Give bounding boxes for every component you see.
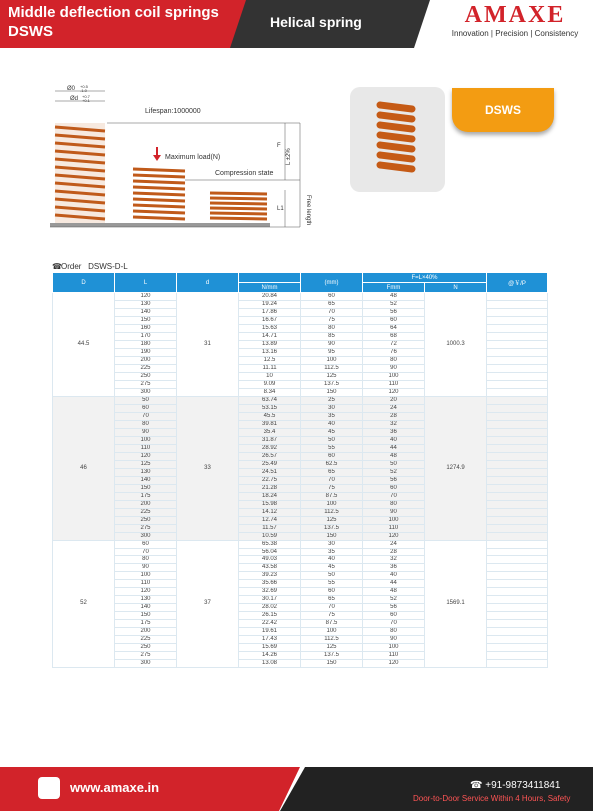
cell-mm: 75 [301,484,363,492]
cell-fmm: 28 [363,412,425,420]
cell-rate: 63.74 [239,396,301,404]
col-header-fmm: Fmm [363,283,425,293]
cell-mm: 150 [301,388,363,396]
cell-fmm: 24 [363,540,425,548]
cell-price [487,348,548,356]
f-label: F [277,143,281,149]
cell-mm: 87.5 [301,492,363,500]
cell-price [487,308,548,316]
cell-price [487,532,548,540]
cell-mm: 55 [301,580,363,588]
cell-price [487,428,548,436]
cell-fmm: 52 [363,300,425,308]
cell-price [487,572,548,580]
cell-load: 1274.9 [425,396,487,540]
cell-mm: 75 [301,612,363,620]
cell-length: 225 [115,364,177,372]
badge-label: DSWS [485,103,521,117]
cell-rate: 30.17 [239,596,301,604]
cell-mm: 125 [301,644,363,652]
cell-price [487,604,548,612]
cell-price [487,492,548,500]
footer-url[interactable]: www.amaxe.in [70,780,160,795]
cell-outer-diameter: 52 [53,540,115,668]
cell-length: 70 [115,412,177,420]
cell-length: 200 [115,628,177,636]
cell-length: 300 [115,532,177,540]
cell-mm: 45 [301,428,363,436]
cell-wire-diameter: 33 [177,396,239,540]
page-subtitle: Helical spring [270,14,362,30]
cell-load: 1000.3 [425,293,487,397]
cell-price [487,468,548,476]
cell-rate: 14.71 [239,332,301,340]
cell-price [487,644,548,652]
cell-mm: 100 [301,628,363,636]
cell-mm: 137.5 [301,380,363,388]
l1-label: L1 [277,206,284,212]
cell-mm: 137.5 [301,524,363,532]
cell-price [487,628,548,636]
spring-diagram [45,85,315,250]
cell-mm: 80 [301,324,363,332]
cell-length: 160 [115,324,177,332]
cell-rate: 31.87 [239,436,301,444]
cell-fmm: 70 [363,620,425,628]
l-tol-label: L ±2% [286,148,292,165]
cell-fmm: 56 [363,476,425,484]
free-length-label: Free length [305,195,311,226]
cell-mm: 50 [301,572,363,580]
cell-length: 130 [115,300,177,308]
cell-rate: 16.67 [239,316,301,324]
cell-length: 80 [115,556,177,564]
cell-rate: 49.03 [239,556,301,564]
cell-rate: 53.15 [239,404,301,412]
cell-mm: 150 [301,532,363,540]
cell-load: 1569.1 [425,540,487,668]
cell-length: 170 [115,332,177,340]
cell-rate: 10.59 [239,532,301,540]
cell-price [487,524,548,532]
page-header [0,0,593,48]
cell-fmm: 50 [363,460,425,468]
cell-mm: 65 [301,300,363,308]
cell-price [487,508,548,516]
cell-mm: 112.5 [301,636,363,644]
cell-mm: 100 [301,500,363,508]
cell-length: 120 [115,452,177,460]
d0-tol-top: +0.5 [80,85,88,89]
cell-price [487,420,548,428]
cell-rate: 13.16 [239,348,301,356]
cell-price [487,500,548,508]
cell-fmm: 90 [363,508,425,516]
col-header-blank [239,273,301,283]
cell-fmm: 100 [363,644,425,652]
cell-price [487,636,548,644]
cell-fmm: 120 [363,532,425,540]
cell-fmm: 48 [363,588,425,596]
cell-price [487,364,548,372]
cell-length: 225 [115,636,177,644]
cell-price [487,540,548,548]
cell-mm: 60 [301,588,363,596]
cell-fmm: 40 [363,572,425,580]
cell-price [487,660,548,668]
cell-rate: 11.11 [239,364,301,372]
d0-label: Ø0 [67,86,76,92]
cell-rate: 35.4 [239,428,301,436]
cell-price [487,548,548,556]
cell-mm: 40 [301,420,363,428]
cell-length: 140 [115,604,177,612]
cell-length: 140 [115,476,177,484]
cell-fmm: 64 [363,324,425,332]
cell-fmm: 90 [363,636,425,644]
cell-fmm: 52 [363,596,425,604]
compression-label: Compression state [215,170,274,177]
cell-mm: 35 [301,412,363,420]
cell-length: 250 [115,644,177,652]
cell-mm: 65 [301,596,363,604]
cell-mm: 87.5 [301,620,363,628]
cell-fmm: 40 [363,436,425,444]
cell-fmm: 80 [363,500,425,508]
cell-length: 110 [115,580,177,588]
table-row [53,396,548,404]
cell-price [487,380,548,388]
cell-rate: 17.86 [239,308,301,316]
cell-price [487,372,548,380]
cell-fmm: 48 [363,293,425,301]
cell-fmm: 76 [363,348,425,356]
col-header-l: L [115,273,177,293]
cell-length: 90 [115,428,177,436]
cell-fmm: 44 [363,444,425,452]
cell-length: 130 [115,468,177,476]
footer-phone[interactable] [470,780,560,791]
cell-mm: 70 [301,476,363,484]
cell-price [487,484,548,492]
cell-rate: 22.75 [239,476,301,484]
cell-fmm: 56 [363,604,425,612]
cell-fmm: 36 [363,564,425,572]
cell-rate: 39.23 [239,572,301,580]
cell-price [487,476,548,484]
cell-fmm: 68 [363,332,425,340]
col-header-nmm: N/mm [239,283,301,293]
cell-rate: 32.69 [239,588,301,596]
cell-wire-diameter: 37 [177,540,239,668]
cell-rate: 24.51 [239,468,301,476]
cell-price [487,388,548,396]
cell-fmm: 32 [363,556,425,564]
dd-label: Ød [70,96,79,102]
cell-length: 300 [115,388,177,396]
cell-fmm: 90 [363,364,425,372]
cell-length: 275 [115,652,177,660]
cell-rate: 12.5 [239,356,301,364]
cell-rate: 25.49 [239,460,301,468]
cell-mm: 60 [301,293,363,301]
cell-fmm: 70 [363,492,425,500]
cell-rate: 15.98 [239,500,301,508]
cell-rate: 10 [239,372,301,380]
cell-price [487,580,548,588]
phone-icon: ☎ [52,262,62,271]
cell-length: 225 [115,508,177,516]
cell-mm: 30 [301,404,363,412]
cell-fmm: 72 [363,340,425,348]
col-header-fl: F=L×40% [363,273,487,283]
cell-wire-diameter: 31 [177,293,239,397]
cell-rate: 19.61 [239,628,301,636]
table-row [53,293,548,301]
cell-fmm: 60 [363,316,425,324]
cell-mm: 75 [301,316,363,324]
cell-fmm: 36 [363,428,425,436]
cell-length: 80 [115,420,177,428]
cell-rate: 11.57 [239,524,301,532]
cell-rate: 19.24 [239,300,301,308]
cell-outer-diameter: 44.5 [53,293,115,397]
cell-price [487,340,548,348]
cell-length: 275 [115,524,177,532]
cell-price [487,612,548,620]
cell-length: 275 [115,380,177,388]
cell-price [487,324,548,332]
cell-mm: 90 [301,340,363,348]
free-spring-icon [55,123,105,223]
cell-rate: 13.08 [239,660,301,668]
footer-phone-number: +91-9873411841 [485,780,561,791]
cell-length: 200 [115,356,177,364]
cell-rate: 18.24 [239,492,301,500]
cell-price [487,452,548,460]
dd-tol-bot: +0.1 [82,98,90,103]
cell-price [487,556,548,564]
col-header-d: D [53,273,115,293]
col-header-mm: (mm) [301,273,363,293]
cell-mm: 60 [301,452,363,460]
cell-mm: 112.5 [301,508,363,516]
col-header-n: N [425,283,487,293]
order-code [52,262,128,271]
cell-mm: 50 [301,436,363,444]
logo-text: AMAXE [464,2,566,28]
cell-price [487,460,548,468]
cell-length: 50 [115,396,177,404]
cell-price [487,293,548,301]
cell-length: 250 [115,372,177,380]
cell-length: 90 [115,564,177,572]
cell-length: 60 [115,540,177,548]
d0-tol-bot: -1.0 [80,88,87,93]
cell-rate: 22.42 [239,620,301,628]
cell-mm: 85 [301,332,363,340]
cell-fmm: 110 [363,652,425,660]
cell-length: 60 [115,404,177,412]
cell-fmm: 80 [363,628,425,636]
cell-price [487,412,548,420]
table-row [53,540,548,548]
cell-price [487,404,548,412]
cell-rate: 9.09 [239,380,301,388]
cell-mm: 125 [301,516,363,524]
phone-icon: ☎ [470,780,486,791]
cell-fmm: 52 [363,468,425,476]
cell-mm: 30 [301,540,363,548]
cell-rate: 14.26 [239,652,301,660]
cell-price [487,396,548,404]
cell-rate: 26.15 [239,612,301,620]
cell-fmm: 56 [363,308,425,316]
cell-fmm: 20 [363,396,425,404]
cell-mm: 70 [301,604,363,612]
cell-length: 70 [115,548,177,556]
cell-fmm: 60 [363,612,425,620]
cell-length: 110 [115,444,177,452]
logo-tagline: Innovation | Precision | Consistency [451,29,579,38]
cell-rate: 39.81 [239,420,301,428]
dd-tol-top: +0.7 [82,94,90,99]
cell-rate: 20.84 [239,293,301,301]
cell-rate: 13.89 [239,340,301,348]
cell-rate: 35.66 [239,580,301,588]
cell-rate: 26.57 [239,452,301,460]
page-footer [0,767,593,811]
title-line-2: DSWS [8,23,53,40]
cell-rate: 45.5 [239,412,301,420]
title-line-1: Middle deflection coil springs [8,4,219,21]
col-header-price: @￥/P [487,273,548,293]
cell-length: 250 [115,516,177,524]
cell-fmm: 24 [363,404,425,412]
cell-mm: 100 [301,356,363,364]
cell-length: 180 [115,340,177,348]
cell-mm: 112.5 [301,364,363,372]
cell-price [487,516,548,524]
cell-fmm: 120 [363,660,425,668]
brand-logo[interactable] [441,2,589,38]
cell-rate: 56.04 [239,548,301,556]
base-plate [50,223,270,227]
website-icon [38,777,60,799]
cell-mm: 25 [301,396,363,404]
lifespan-label: Lifespan:1000000 [145,108,201,115]
col-header-wire-d: d [177,273,239,293]
spring-photo [350,87,445,192]
cell-rate: 17.43 [239,636,301,644]
cell-price [487,436,548,444]
cell-length: 130 [115,596,177,604]
order-label: Order [61,262,82,271]
footer-tagline: Door-to-Door Service Within 4 Hours, Safety [413,794,571,803]
cell-length: 300 [115,660,177,668]
cell-price [487,596,548,604]
cell-rate: 14.12 [239,508,301,516]
cell-fmm: 110 [363,524,425,532]
cell-length: 120 [115,588,177,596]
cell-rate: 28.02 [239,604,301,612]
cell-mm: 62.5 [301,460,363,468]
cell-rate: 12.74 [239,516,301,524]
cell-fmm: 100 [363,516,425,524]
cell-price [487,332,548,340]
cell-rate: 15.69 [239,644,301,652]
cell-outer-diameter: 46 [53,396,115,540]
order-code-value: DSWS-D-L [88,262,128,271]
cell-price [487,564,548,572]
cell-mm: 95 [301,348,363,356]
cell-fmm: 60 [363,484,425,492]
cell-fmm: 120 [363,388,425,396]
cell-rate: 43.58 [239,564,301,572]
cell-fmm: 44 [363,580,425,588]
cell-mm: 55 [301,444,363,452]
cell-rate: 21.28 [239,484,301,492]
cell-fmm: 48 [363,452,425,460]
cell-mm: 150 [301,660,363,668]
loaded-spring-icon [133,169,185,219]
cell-price [487,588,548,596]
compressed-spring-icon [210,193,267,219]
cell-mm: 35 [301,548,363,556]
cell-fmm: 100 [363,372,425,380]
cell-rate: 65.38 [239,540,301,548]
cell-fmm: 32 [363,420,425,428]
cell-length: 175 [115,620,177,628]
cell-length: 150 [115,484,177,492]
cell-length: 120 [115,293,177,301]
cell-rate: 8.34 [239,388,301,396]
cell-length: 190 [115,348,177,356]
series-badge [452,88,554,132]
cell-length: 125 [115,460,177,468]
cell-price [487,300,548,308]
max-load-label: Maximum load(N) [165,154,221,161]
cell-rate: 15.63 [239,324,301,332]
cell-mm: 45 [301,564,363,572]
cell-length: 150 [115,316,177,324]
cell-fmm: 110 [363,380,425,388]
cell-length: 100 [115,572,177,580]
cell-price [487,620,548,628]
cell-mm: 70 [301,308,363,316]
cell-mm: 65 [301,468,363,476]
cell-length: 100 [115,436,177,444]
cell-price [487,316,548,324]
cell-mm: 40 [301,556,363,564]
cell-price [487,444,548,452]
cell-price [487,356,548,364]
cell-length: 150 [115,612,177,620]
cell-rate: 28.92 [239,444,301,452]
cell-mm: 137.5 [301,652,363,660]
cell-length: 140 [115,308,177,316]
cell-fmm: 80 [363,356,425,364]
spec-table [52,272,548,668]
cell-length: 175 [115,492,177,500]
cell-mm: 125 [301,372,363,380]
cell-price [487,652,548,660]
cell-length: 200 [115,500,177,508]
page-title [8,3,238,41]
cell-fmm: 28 [363,548,425,556]
